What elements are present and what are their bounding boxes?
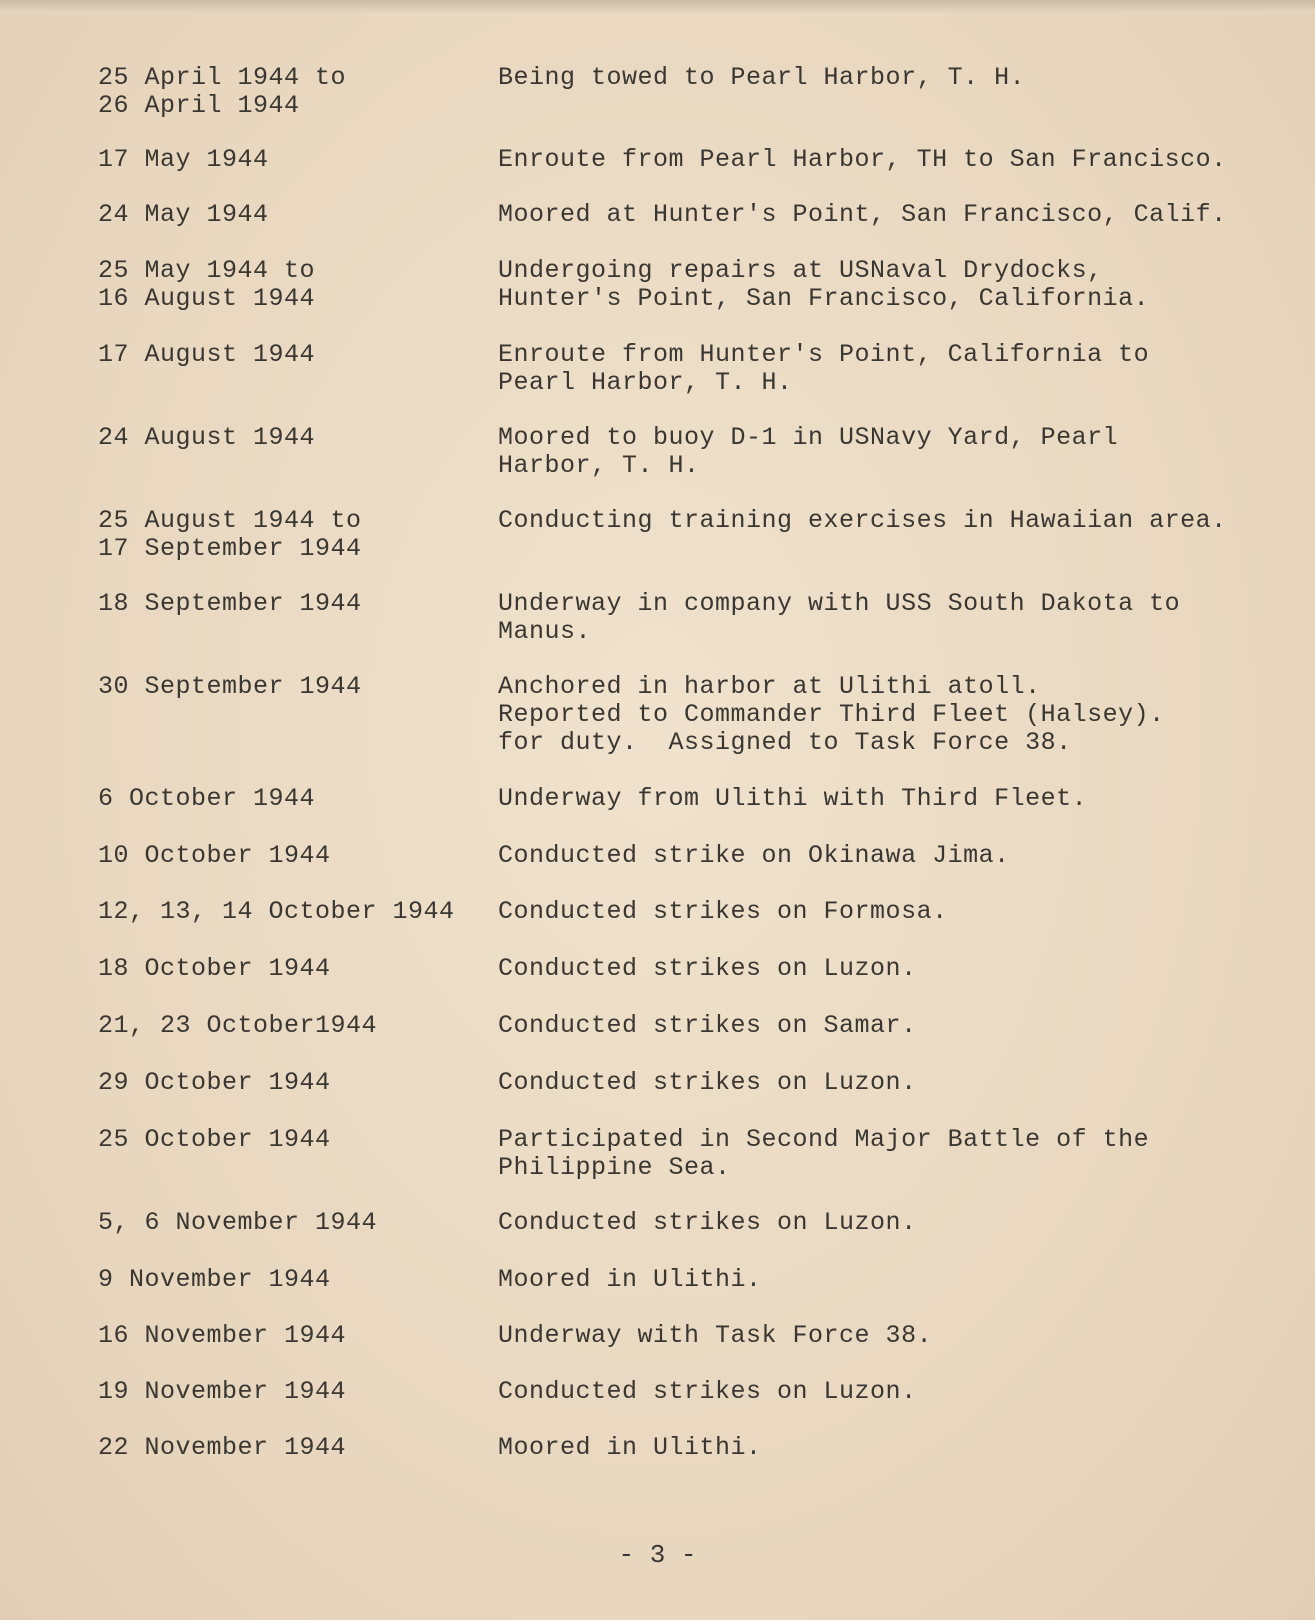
entry-date: 18 October 1944 bbox=[98, 954, 331, 983]
entry-date: 24 August 1944 bbox=[98, 423, 316, 452]
entry-date: 17 May 1944 bbox=[98, 145, 269, 174]
page-number: - 3 - bbox=[618, 1540, 697, 1570]
entry-date: 9 November 1944 bbox=[98, 1265, 331, 1294]
entry-description: Moored to buoy D-1 in USNavy Yard, Pearl Harbor, T. H. bbox=[498, 423, 1119, 480]
entry-description: Underway with Task Force 38. bbox=[498, 1321, 933, 1350]
entry-date: 19 November 1944 bbox=[98, 1377, 347, 1406]
entry-description: Enroute from Hunter's Point, California to Pearl Harbor, T. H. bbox=[498, 340, 1150, 397]
entry-description: Being towed to Pearl Harbor, T. H. bbox=[498, 63, 1026, 92]
entry-date: 12, 13, 14 October 1944 bbox=[98, 897, 455, 926]
entry-date: 21, 23 October1944 bbox=[98, 1011, 378, 1040]
entry-date: 25 April 1944 to 26 April 1944 bbox=[98, 63, 347, 120]
entry-description: Conducted strikes on Luzon. bbox=[498, 1377, 917, 1406]
entry-description: Conducted strikes on Samar. bbox=[498, 1011, 917, 1040]
entry-date: 25 October 1944 bbox=[98, 1125, 331, 1154]
entry-date: 24 May 1944 bbox=[98, 200, 269, 229]
entry-date: 10 October 1944 bbox=[98, 841, 331, 870]
entry-date: 25 August 1944 to 17 September 1944 bbox=[98, 506, 362, 563]
entry-description: Conducted strikes on Formosa. bbox=[498, 897, 948, 926]
entry-description: Conducted strikes on Luzon. bbox=[498, 1208, 917, 1237]
entry-description: Enroute from Pearl Harbor, TH to San Francisco. bbox=[498, 145, 1227, 174]
page-top-edge bbox=[0, 0, 1315, 14]
entry-date: 25 May 1944 to 16 August 1944 bbox=[98, 256, 316, 313]
entry-description: Underway from Ulithi with Third Fleet. bbox=[498, 784, 1088, 813]
entry-description: Undergoing repairs at USNaval Drydocks, Hunter's Point, San Francisco, California. bbox=[498, 256, 1150, 313]
entry-date: 22 November 1944 bbox=[98, 1433, 347, 1462]
entry-description: Moored in Ulithi. bbox=[498, 1433, 762, 1462]
entry-description: Anchored in harbor at Ulithi atoll. Reported to Commander Third Fleet (Halsey). for duty. Assigned to Task Force 38. bbox=[498, 672, 1165, 757]
entry-date: 18 September 1944 bbox=[98, 589, 362, 618]
entry-description: Conducting training exercises in Hawaiian area. bbox=[498, 506, 1227, 535]
entry-date: 17 August 1944 bbox=[98, 340, 316, 369]
entry-date: 6 October 1944 bbox=[98, 784, 316, 813]
entry-date: 16 November 1944 bbox=[98, 1321, 347, 1350]
entry-description: Conducted strikes on Luzon. bbox=[498, 954, 917, 983]
entry-date: 5, 6 November 1944 bbox=[98, 1208, 378, 1237]
entry-description: Participated in Second Major Battle of the Philippine Sea. bbox=[498, 1125, 1150, 1182]
entry-date: 30 September 1944 bbox=[98, 672, 362, 701]
entry-description: Conducted strikes on Luzon. bbox=[498, 1068, 917, 1097]
entry-description: Moored at Hunter's Point, San Francisco, Calif. bbox=[498, 200, 1227, 229]
entry-description: Underway in company with USS South Dakota to Manus. bbox=[498, 589, 1181, 646]
entry-description: Moored in Ulithi. bbox=[498, 1265, 762, 1294]
entry-date: 29 October 1944 bbox=[98, 1068, 331, 1097]
entry-description: Conducted strike on Okinawa Jima. bbox=[498, 841, 1010, 870]
